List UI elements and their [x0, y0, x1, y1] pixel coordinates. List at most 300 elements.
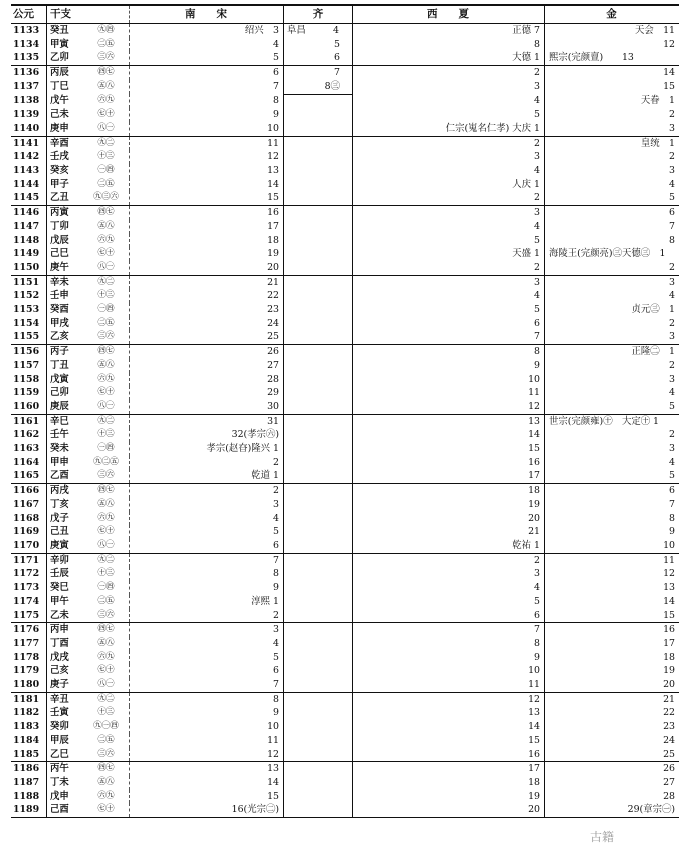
table-row — [11, 80, 679, 94]
table-row — [11, 234, 679, 248]
qi-cell — [284, 748, 353, 762]
table-row — [11, 345, 679, 359]
nansong-cell: 9 — [130, 581, 284, 595]
nansong-cell: 27 — [130, 359, 284, 373]
table-row — [11, 303, 679, 317]
year-cell: 1175 — [11, 609, 47, 623]
qi-cell — [284, 803, 353, 817]
xixia-cell: 13 — [353, 706, 545, 720]
xixia-cell: 4 — [353, 220, 545, 234]
nansong-cell: 21 — [130, 275, 284, 289]
qi-cell — [284, 678, 353, 692]
xixia-cell: 6 — [353, 317, 545, 331]
ganzhi-cell: 戊午 — [50, 95, 69, 107]
xixia-cell: 15 — [353, 442, 545, 456]
xixia-cell: 11 — [353, 386, 545, 400]
jin-cell: 5 — [545, 191, 679, 205]
nansong-cell: 24 — [130, 317, 284, 331]
xixia-cell: 3 — [353, 567, 545, 581]
jin-cell: 熙宗(完颜亶) 13 — [545, 51, 679, 65]
xixia-cell: 16 — [353, 456, 545, 470]
symbol-cell: ㊅㊈ — [83, 94, 130, 108]
jin-cell: 4 — [669, 456, 675, 468]
nansong-cell: 9 — [130, 706, 284, 720]
symbol-cell: ㊅㊈ — [83, 512, 130, 526]
xixia-cell: 20 — [353, 803, 545, 817]
table-row — [11, 178, 679, 192]
xixia-cell: 3 — [353, 150, 545, 164]
nansong-cell: 淳熙 1 — [130, 595, 284, 609]
ganzhi-cell: 癸酉 — [50, 304, 69, 316]
nansong-cell: 5 — [130, 51, 284, 65]
year-cell: 1147 — [11, 220, 47, 234]
table-row — [11, 720, 679, 734]
jin-cell: 15 — [545, 609, 679, 623]
ganzhi-cell: 乙巳 — [47, 748, 84, 762]
qi-cell: 7 — [284, 66, 353, 80]
nansong-cell: 28 — [130, 373, 284, 387]
nansong-cell: 绍兴 3 — [130, 24, 284, 38]
nansong-cell: 10 — [130, 122, 284, 136]
symbol-cell: ㊈㊁ — [83, 414, 130, 428]
year-cell: 1150 — [11, 261, 47, 275]
symbol-cell: ㊁㊄ — [83, 317, 130, 331]
table-row — [11, 651, 679, 665]
year-cell: 1158 — [11, 373, 47, 387]
year-cell: 1149 — [11, 247, 47, 261]
xixia-cell: 7 — [353, 330, 545, 344]
year-cell: 1154 — [11, 317, 47, 331]
header-xixia: 西 夏 — [353, 5, 545, 24]
symbol-cell: ㊄㊇ — [83, 637, 130, 651]
xixia-cell: 大德 1 — [353, 51, 545, 65]
xixia-cell: 4 — [353, 581, 545, 595]
nansong-cell: 2 — [130, 456, 284, 470]
year-cell: 1176 — [11, 623, 47, 637]
ganzhi-cell: 癸卯 — [50, 721, 69, 733]
jin-cell: 海陵王(完颜亮)㊂天德㊂ 1 — [549, 248, 666, 260]
symbol-cell: ㊈㊁ — [83, 275, 130, 289]
year-cell: 1182 — [11, 706, 47, 720]
year-cell: 1136 — [11, 66, 47, 80]
symbol-cell: ㊁㊄ — [83, 734, 130, 748]
year-cell: 1178 — [11, 651, 47, 665]
year-cell: 1165 — [11, 469, 47, 483]
qi-cell — [284, 164, 353, 178]
jin-cell: 10 — [545, 539, 679, 553]
ganzhi-cell: 戊辰 — [50, 234, 69, 246]
jin-cell: 4 — [669, 290, 675, 302]
year-cell: 1185 — [11, 748, 47, 762]
chronology-table-wrapper — [11, 4, 675, 818]
nansong-cell: 9 — [130, 108, 284, 122]
symbol-cell: ㊅㊈ — [83, 373, 130, 387]
xixia-cell: 2 — [353, 553, 545, 567]
ganzhi-cell: 甲午 — [50, 595, 69, 607]
qi-cell — [284, 637, 353, 651]
nansong-cell: 6 — [130, 539, 284, 553]
qi-cell — [284, 512, 353, 526]
xixia-cell: 20 — [353, 512, 545, 526]
symbol-cell: ㊃㊆ — [83, 345, 130, 359]
table-row — [11, 359, 679, 373]
jin-cell: 2 — [669, 359, 675, 371]
year-cell: 1180 — [11, 678, 47, 692]
year-cell: 1148 — [11, 234, 47, 248]
table-row — [11, 66, 679, 80]
qi-cell — [284, 373, 353, 387]
year-cell: 1188 — [11, 790, 47, 804]
xixia-cell: 4 — [353, 289, 545, 303]
table-row — [11, 776, 679, 790]
jin-cell: 3 — [669, 165, 675, 177]
xixia-cell: 10 — [353, 664, 545, 678]
jin-cell: 8 — [669, 234, 675, 246]
ganzhi-cell: 甲申 — [50, 456, 69, 468]
year-cell: 1133 — [11, 24, 47, 38]
table-row — [11, 108, 679, 122]
nansong-cell: 2 — [130, 484, 284, 498]
nansong-cell: 18 — [130, 234, 284, 248]
qi-cell — [284, 122, 353, 136]
year-cell: 1153 — [11, 303, 47, 317]
year-cell: 1144 — [11, 178, 47, 192]
jin-cell: 7 — [669, 220, 675, 232]
jin-cell: 5 — [545, 469, 679, 483]
jin-cell: 13 — [663, 582, 675, 594]
qi-cell — [284, 664, 353, 678]
xixia-cell: 2 — [353, 66, 545, 80]
year-cell: 1162 — [11, 428, 47, 442]
jin-cell: 27 — [663, 776, 675, 788]
qi-cell — [284, 247, 353, 261]
xixia-cell: 人庆 1 — [353, 178, 545, 192]
symbol-cell: ㊄㊇ — [83, 359, 130, 373]
jin-cell: 3 — [545, 330, 679, 344]
xixia-cell: 18 — [353, 484, 545, 498]
qi-cell — [284, 234, 353, 248]
xixia-cell: 乾祐 1 — [353, 539, 545, 553]
symbol-cell: ㊀㊃ — [83, 303, 130, 317]
nansong-cell: 乾道 1 — [130, 469, 284, 483]
qi-cell — [284, 191, 353, 205]
table-row — [11, 748, 679, 762]
xixia-cell: 8 — [353, 345, 545, 359]
table-row — [11, 706, 679, 720]
table-row — [11, 191, 679, 205]
year-cell: 1159 — [11, 386, 47, 400]
symbol-cell: ㊃㊆ — [83, 623, 130, 637]
xixia-cell: 14 — [353, 720, 545, 734]
header-nansong: 南 宋 — [130, 5, 284, 24]
nansong-cell: 4 — [130, 38, 284, 52]
jin-cell: 14 — [663, 67, 675, 79]
qi-cell — [284, 330, 353, 344]
ganzhi-cell: 戊寅 — [50, 373, 69, 385]
table-row — [11, 469, 679, 483]
table-row — [11, 150, 679, 164]
qi-cell — [284, 484, 353, 498]
year-cell: 1169 — [11, 525, 47, 539]
ganzhi-cell: 丁丑 — [50, 359, 69, 371]
jin-cell: 3 — [545, 122, 679, 136]
symbol-cell: ㊆㊉ — [83, 108, 130, 122]
symbol-cell: ㊇㊀ — [83, 539, 130, 553]
nansong-cell: 7 — [130, 678, 284, 692]
xixia-cell: 5 — [353, 108, 545, 122]
nansong-cell: 32(孝宗㊅) — [130, 428, 284, 442]
table-row — [11, 261, 679, 275]
symbol-cell: ㊆㊉ — [83, 386, 130, 400]
table-row — [11, 386, 679, 400]
symbol-cell: ㊂㊅ — [83, 609, 130, 623]
table-row — [11, 373, 679, 387]
year-cell: 1174 — [11, 595, 47, 609]
ganzhi-cell: 辛未 — [50, 276, 69, 288]
ganzhi-cell: 癸未 — [50, 443, 69, 455]
table-row — [11, 456, 679, 470]
table-row — [11, 790, 679, 804]
ganzhi-cell: 乙未 — [47, 609, 84, 623]
symbol-cell: ㊅㊈ — [83, 234, 130, 248]
xixia-cell: 9 — [353, 651, 545, 665]
table-row — [11, 428, 679, 442]
year-cell: 1155 — [11, 330, 47, 344]
year-cell: 1183 — [11, 720, 47, 734]
qi-cell — [284, 498, 353, 512]
symbol-cell: ㊈㊁ — [83, 553, 130, 567]
symbol-cell: ㊄㊇ — [83, 498, 130, 512]
symbol-cell: ㊆㊉ — [83, 525, 130, 539]
symbol-cell: ㊉㊂ — [83, 567, 130, 581]
xixia-cell: 16 — [353, 748, 545, 762]
jin-cell: 28 — [663, 790, 675, 802]
symbol-cell: ㊃㊆ — [83, 206, 130, 220]
ganzhi-cell: 己未 — [50, 109, 69, 121]
table-row — [11, 637, 679, 651]
year-cell: 1137 — [11, 80, 47, 94]
xixia-cell: 12 — [353, 400, 545, 414]
ganzhi-cell: 己卯 — [50, 387, 69, 399]
year-cell: 1170 — [11, 539, 47, 553]
symbol-cell: ㊂㊅ — [83, 51, 130, 65]
qi-cell — [284, 553, 353, 567]
xixia-cell: 6 — [353, 609, 545, 623]
nansong-cell: 8 — [130, 692, 284, 706]
year-cell: 1156 — [11, 345, 47, 359]
year-cell: 1161 — [11, 414, 47, 428]
ganzhi-cell: 丁卯 — [50, 220, 69, 232]
year-cell: 1171 — [11, 553, 47, 567]
ganzhi-cell: 癸巳 — [50, 582, 69, 594]
ganzhi-cell: 辛丑 — [50, 693, 69, 705]
qi-cell — [284, 414, 353, 428]
jin-cell: 2 — [669, 317, 675, 329]
nansong-cell: 7 — [130, 553, 284, 567]
year-cell: 1160 — [11, 400, 47, 414]
table-row — [11, 247, 679, 261]
nansong-cell: 13 — [130, 164, 284, 178]
xixia-cell: 7 — [353, 623, 545, 637]
ganzhi-cell: 庚午 — [47, 261, 84, 275]
table-row — [11, 581, 679, 595]
xixia-cell: 18 — [353, 776, 545, 790]
qi-cell — [284, 24, 353, 38]
xixia-cell: 10 — [353, 373, 545, 387]
ganzhi-cell: 乙丑 — [47, 191, 84, 205]
year-cell: 1163 — [11, 442, 47, 456]
qi-cell — [284, 206, 353, 220]
nansong-cell: 14 — [130, 776, 284, 790]
symbol-cell: ㊄㊇ — [83, 220, 130, 234]
ganzhi-cell: 戊戌 — [50, 651, 69, 663]
year-cell: 1142 — [11, 150, 47, 164]
nansong-cell: 22 — [130, 289, 284, 303]
nansong-cell: 15 — [130, 790, 284, 804]
xixia-cell: 17 — [353, 762, 545, 776]
watermark: 古籍 — [589, 830, 614, 844]
ganzhi-cell: 丙午 — [50, 763, 69, 775]
table-row — [11, 317, 679, 331]
jin-cell: 24 — [663, 734, 675, 746]
jin-cell: 29(章宗㊀) — [545, 803, 679, 817]
ganzhi-cell: 己丑 — [50, 526, 69, 538]
table-row — [11, 762, 679, 776]
jin-cell: 22 — [663, 707, 675, 719]
ganzhi-cell: 甲辰 — [50, 734, 69, 746]
qi-cell — [284, 150, 353, 164]
year-cell: 1152 — [11, 289, 47, 303]
ganzhi-cell: 己巳 — [50, 248, 69, 260]
header-ganzhi: 干支 — [47, 5, 84, 24]
nansong-cell: 4 — [130, 512, 284, 526]
year-cell: 1189 — [11, 803, 47, 817]
ganzhi-cell: 辛巳 — [50, 415, 69, 427]
table-row — [11, 38, 679, 52]
jin-cell: 21 — [663, 693, 675, 705]
symbol-cell: ㊉㊂ — [83, 150, 130, 164]
qi-cell — [284, 289, 353, 303]
symbol-cell: ㊁㊄ — [83, 178, 130, 192]
symbol-cell: ㊇㊀ — [83, 400, 130, 414]
nansong-cell: 3 — [130, 623, 284, 637]
ganzhi-cell: 丙寅 — [50, 207, 69, 219]
jin-cell: 23 — [663, 721, 675, 733]
year-cell: 1143 — [11, 164, 47, 178]
jin-cell: 14 — [663, 595, 675, 607]
table-row — [11, 595, 679, 609]
nansong-cell: 10 — [130, 720, 284, 734]
table-row — [11, 692, 679, 706]
year-cell: 1179 — [11, 664, 47, 678]
ganzhi-cell: 甲子 — [50, 178, 69, 190]
nansong-cell: 7 — [130, 80, 284, 94]
qi-cell — [284, 623, 353, 637]
ganzhi-cell: 壬寅 — [50, 707, 69, 719]
xixia-cell: 8 — [353, 38, 545, 52]
nansong-cell: 4 — [130, 637, 284, 651]
jin-cell: 天会 11 — [634, 25, 675, 36]
ganzhi-cell: 癸亥 — [50, 165, 69, 177]
table-row — [11, 609, 679, 623]
table-row — [11, 275, 679, 289]
table-row — [11, 330, 679, 344]
nansong-cell: 23 — [130, 303, 284, 317]
nansong-cell: 30 — [130, 400, 284, 414]
jin-cell: 9 — [669, 526, 675, 538]
nansong-cell: 11 — [130, 136, 284, 150]
symbol-cell: ㊈㊂㊅ — [83, 191, 130, 205]
symbol-cell: ㊅㊈ — [83, 790, 130, 804]
table-row — [11, 525, 679, 539]
header-qi: 齐 — [284, 5, 353, 24]
qi-cell — [284, 525, 353, 539]
year-cell: 1166 — [11, 484, 47, 498]
chronology-table — [11, 4, 679, 818]
year-cell: 1157 — [11, 359, 47, 373]
qi-cell: 6 — [284, 51, 353, 65]
qi-cell — [284, 442, 353, 456]
qi-cell — [284, 275, 353, 289]
nansong-cell: 17 — [130, 220, 284, 234]
ganzhi-cell: 丙戌 — [50, 485, 69, 497]
jin-cell: 6 — [669, 485, 675, 497]
ganzhi-cell: 乙酉 — [47, 469, 84, 483]
ganzhi-cell: 庚寅 — [47, 539, 84, 553]
symbol-cell: ㊅㊈ — [83, 651, 130, 665]
symbol-cell: ㊄㊇ — [83, 776, 130, 790]
table-row — [11, 442, 679, 456]
table-row — [11, 220, 679, 234]
qi-cell — [284, 776, 353, 790]
xixia-cell: 5 — [353, 303, 545, 317]
jin-cell: 5 — [545, 400, 679, 414]
year-cell: 1168 — [11, 512, 47, 526]
header-year: 公元 — [11, 5, 47, 24]
ganzhi-cell: 丙子 — [50, 346, 69, 358]
ganzhi-cell: 壬辰 — [50, 568, 69, 580]
table-row — [11, 51, 679, 65]
jin-cell: 8 — [669, 512, 675, 524]
xixia-cell: 3 — [353, 80, 545, 94]
jin-cell: 15 — [663, 81, 675, 93]
table-row — [11, 498, 679, 512]
year-cell: 1184 — [11, 734, 47, 748]
xixia-cell: 仁宗(嵬名仁孝) 大庆 1 — [353, 122, 545, 136]
jin-cell: 3 — [669, 443, 675, 455]
qi-cell-content: 阜昌 4 — [287, 25, 339, 36]
table-row — [11, 664, 679, 678]
ganzhi-cell: 辛酉 — [50, 137, 69, 149]
symbol-cell: ㊁㊄ — [83, 38, 130, 52]
ganzhi-cell: 庚子 — [47, 678, 84, 692]
year-cell: 1151 — [11, 275, 47, 289]
symbol-cell: ㊆㊉ — [83, 247, 130, 261]
xixia-cell: 21 — [353, 525, 545, 539]
year-cell: 1164 — [11, 456, 47, 470]
nansong-cell: 12 — [130, 748, 284, 762]
nansong-cell: 20 — [130, 261, 284, 275]
year-cell: 1145 — [11, 191, 47, 205]
jin-cell: 4 — [669, 178, 675, 190]
year-cell: 1167 — [11, 498, 47, 512]
qi-cell — [284, 720, 353, 734]
table-row — [11, 623, 679, 637]
table-row — [11, 136, 679, 150]
ganzhi-cell: 丙辰 — [50, 67, 69, 79]
symbol-cell: ㊇㊀ — [83, 122, 130, 136]
symbol-cell: ㊉㊂ — [83, 428, 130, 442]
